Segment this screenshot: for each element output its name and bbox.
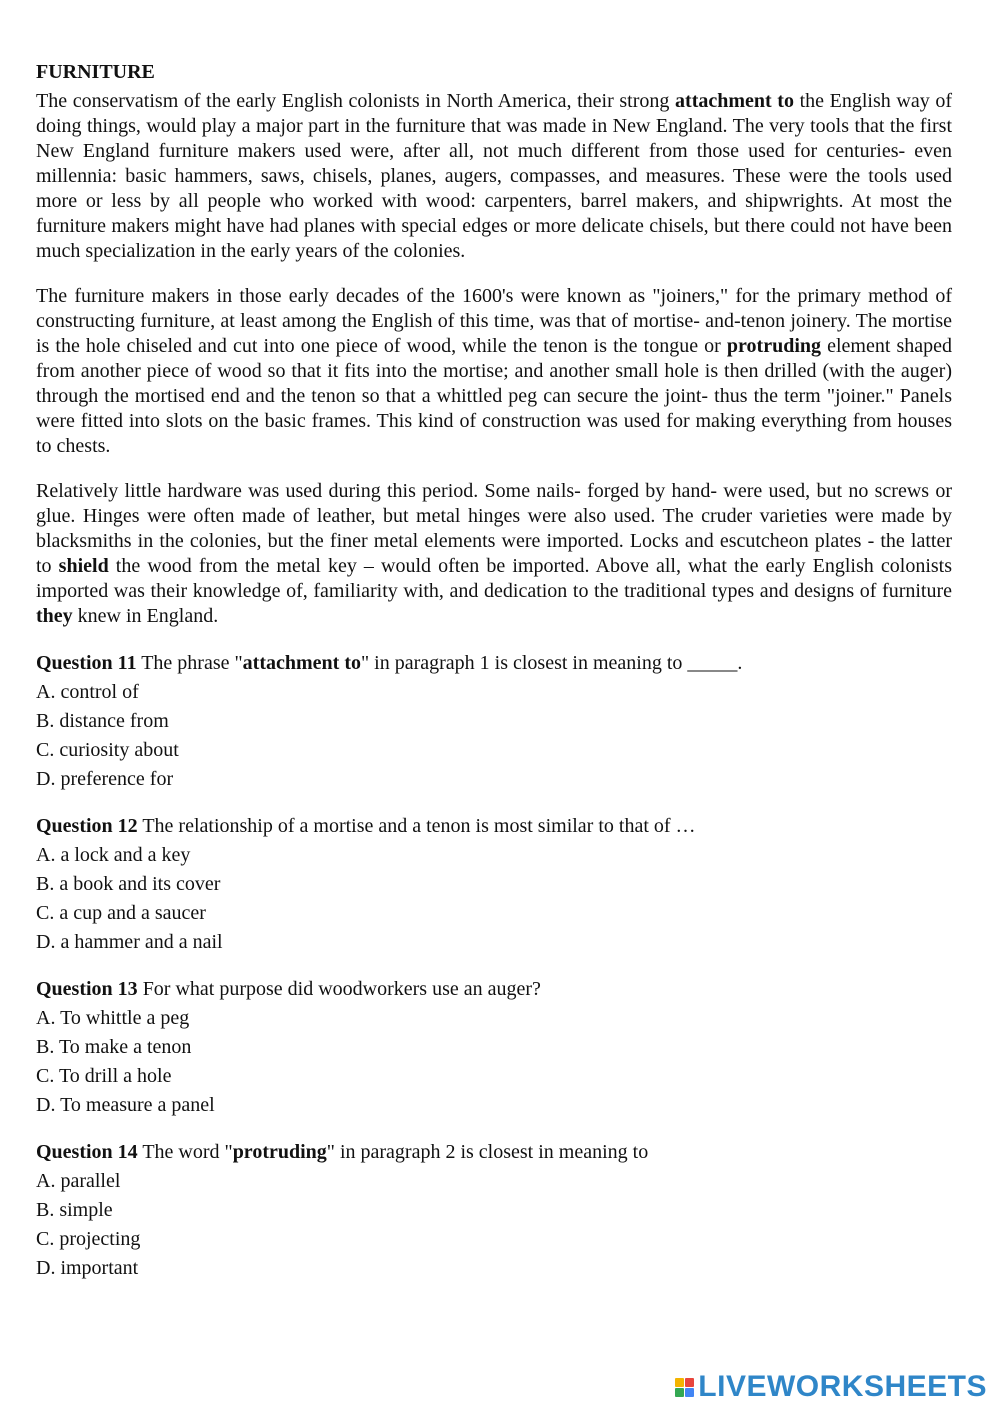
answer-option[interactable]: A. control of bbox=[36, 681, 139, 703]
paragraph-1 bbox=[36, 89, 952, 264]
question-11 bbox=[36, 649, 952, 794]
question-label: Question 11 bbox=[36, 652, 137, 674]
paragraph-1-text: the English way of doing things, would play a major part in the furniture that was made in New England. The very tools that the first New England furniture makers used were, after all, not much different from those used for centuries- even millennia: basic hammers, saws, chisels, planes, augers, compasses, and measures. These were the tools used more or less by all people who worked with wood: carpenters, barrel makers, and shipwrights. At most the furniture makers might have had planes with special edges or more delicate chisels, but there could not have been much specialization in the early years of the colonies. bbox=[36, 90, 952, 262]
question-text: " in paragraph 2 is closest in meaning to bbox=[326, 1141, 649, 1163]
answer-option[interactable]: B. To make a tenon bbox=[36, 1036, 192, 1058]
paragraph-1-highlight: attachment to bbox=[675, 90, 794, 112]
paragraph-3 bbox=[36, 479, 952, 629]
paragraph-2 bbox=[36, 284, 952, 459]
paragraph-3-text: knew in England. bbox=[72, 605, 219, 627]
question-stem bbox=[36, 812, 952, 841]
question-text: The phrase " bbox=[136, 652, 243, 674]
paragraph-3-highlight: shield bbox=[58, 555, 109, 577]
logo-text: LIVEWORKSHEETS bbox=[698, 1370, 987, 1403]
logo-mark-icon bbox=[675, 1378, 694, 1397]
paragraph-2-text: The furniture makers in those early decades of the 1600's were known as "joiners," for the primary method of constructing furniture, at least among the English of this time, was that of mortise- and-tenon joinery. The mortise is the hole chiseled and cut into one piece of wood, while the tenon is the tongue or bbox=[36, 285, 952, 357]
question-text: The relationship of a mortise and a tenon is most similar to that of … bbox=[137, 815, 696, 837]
paragraph-3-text: Relatively little hardware was used during this period. Some nails- forged by hand- were used, but no screws or glue. Hinges were often made of leather, but metal hinges were also used. The cruder varieties were made by blacksmiths in the colonies, but the finer metal elements were imported. Locks and escutcheon plates - the latter to bbox=[36, 480, 952, 577]
answer-option[interactable]: C. curiosity about bbox=[36, 739, 179, 761]
page-title: FURNITURE bbox=[36, 61, 155, 83]
answer-option[interactable]: C. To drill a hole bbox=[36, 1065, 172, 1087]
question-keyword: attachment to bbox=[242, 652, 361, 674]
answer-option[interactable]: B. a book and its cover bbox=[36, 873, 221, 895]
answer-option[interactable]: D. preference for bbox=[36, 768, 174, 790]
question-13 bbox=[36, 975, 952, 1120]
paragraph-1-text: The conservatism of the early English colonists in North America, their strong bbox=[36, 90, 676, 112]
answer-option[interactable]: D. a hammer and a nail bbox=[36, 931, 223, 953]
question-list bbox=[36, 649, 952, 1283]
question-text: For what purpose did woodworkers use an auger? bbox=[137, 978, 541, 1000]
question-text: " in paragraph 1 is closest in meaning to _____. bbox=[360, 652, 743, 674]
question-stem bbox=[36, 975, 952, 1004]
question-label: Question 14 bbox=[36, 1141, 138, 1163]
answer-option[interactable]: A. To whittle a peg bbox=[36, 1007, 190, 1029]
answer-option[interactable]: A. a lock and a key bbox=[36, 844, 191, 866]
answer-option[interactable]: A. parallel bbox=[36, 1170, 121, 1192]
paragraph-2-highlight: protruding bbox=[726, 335, 821, 357]
answer-option[interactable]: B. simple bbox=[36, 1199, 113, 1221]
question-stem bbox=[36, 649, 952, 678]
paragraph-3-highlight: they bbox=[36, 605, 73, 627]
question-12 bbox=[36, 812, 952, 957]
question-label: Question 12 bbox=[36, 815, 138, 837]
question-label: Question 13 bbox=[36, 978, 138, 1000]
worksheet-page bbox=[36, 60, 952, 1283]
answer-option[interactable]: D. important bbox=[36, 1257, 139, 1279]
paragraph-2-text: element shaped from another piece of wood so that it fits into the mortise; and another small hole is then drilled (with the auger) through the mortised end and the tenon so that a whittled peg can secure the joint- thus the term "joiner." Panels were fitted into slots on the basic frames. This kind of construction was used for making everything from houses to chests. bbox=[36, 335, 952, 457]
answer-option[interactable]: C. a cup and a saucer bbox=[36, 902, 206, 924]
answer-option[interactable]: B. distance from bbox=[36, 710, 169, 732]
answer-option[interactable]: C. projecting bbox=[36, 1228, 141, 1250]
question-keyword: protruding bbox=[232, 1141, 327, 1163]
question-stem bbox=[36, 1138, 952, 1167]
paragraph-3-text: the wood from the metal key – would often be imported. Above all, what the early English colonists imported was their knowledge of, familiarity with, and dedication to the traditional types and designs of furniture bbox=[36, 555, 952, 602]
question-14 bbox=[36, 1138, 952, 1283]
liveworksheets-logo bbox=[675, 1370, 987, 1404]
question-text: The word " bbox=[137, 1141, 233, 1163]
answer-option[interactable]: D. To measure a panel bbox=[36, 1094, 215, 1116]
